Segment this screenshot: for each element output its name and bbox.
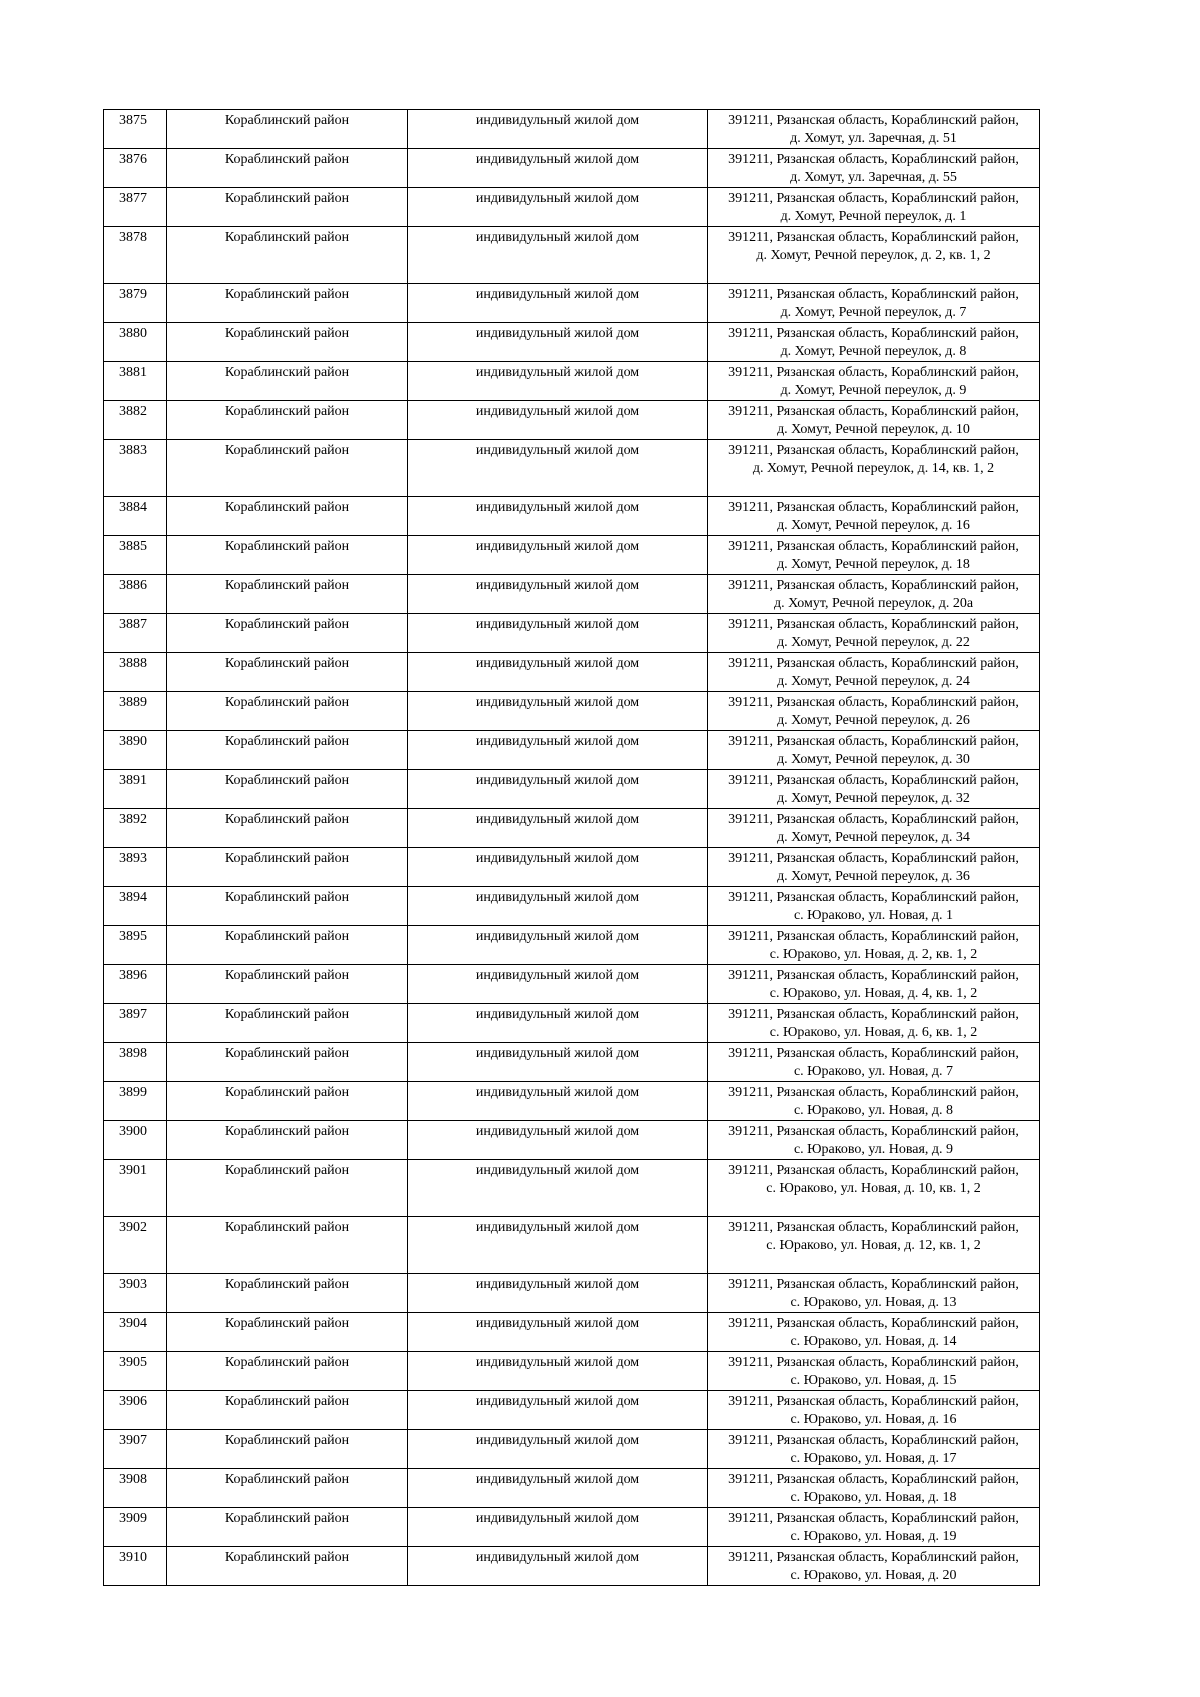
table-row — [104, 1313, 1040, 1352]
building-type-cell: индивидульный жилой дом — [408, 1217, 708, 1274]
address-line-2: д. Хомут, Речной переулок, д. 10 — [777, 422, 970, 437]
table-row — [104, 614, 1040, 653]
district-cell: Кораблинский район — [167, 1121, 408, 1160]
address-line-1: 391211, Рязанская область, Кораблинский район, — [728, 326, 1019, 341]
table-body — [104, 110, 1040, 1586]
address-cell — [708, 284, 1040, 323]
row-number: 3894 — [104, 887, 167, 926]
row-number: 3886 — [104, 575, 167, 614]
address-line-2: с. Юраково, ул. Новая, д. 6, кв. 1, 2 — [769, 1025, 978, 1040]
table-row — [104, 497, 1040, 536]
district-cell: Кораблинский район — [167, 1430, 408, 1469]
address-cell — [708, 770, 1040, 809]
district-cell: Кораблинский район — [167, 188, 408, 227]
table-row — [104, 188, 1040, 227]
district-cell: Кораблинский район — [167, 536, 408, 575]
address-cell — [708, 1313, 1040, 1352]
building-type-cell: индивидульный жилой дом — [408, 1004, 708, 1043]
address-cell — [708, 149, 1040, 188]
address-line-1: 391211, Рязанская область, Кораблинский район, — [728, 152, 1019, 167]
address-cell — [708, 809, 1040, 848]
address-cell — [708, 1469, 1040, 1508]
address-cell — [708, 1043, 1040, 1082]
address-cell — [708, 1547, 1040, 1586]
address-cell — [708, 965, 1040, 1004]
building-type-cell: индивидульный жилой дом — [408, 536, 708, 575]
address-line-1: 391211, Рязанская область, Кораблинский район, — [728, 1472, 1019, 1487]
building-type-cell: индивидульный жилой дом — [408, 1274, 708, 1313]
building-type-cell: индивидульный жилой дом — [408, 110, 708, 149]
row-number: 3906 — [104, 1391, 167, 1430]
building-type-cell: индивидульный жилой дом — [408, 1043, 708, 1082]
address-cell — [708, 110, 1040, 149]
address-line-1: 391211, Рязанская область, Кораблинский район, — [728, 734, 1019, 749]
address-line-1: 391211, Рязанская область, Кораблинский район, — [728, 1511, 1019, 1526]
address-line-2: д. Хомут, Речной переулок, д. 16 — [777, 518, 970, 533]
row-number: 3884 — [104, 497, 167, 536]
table-row — [104, 653, 1040, 692]
address-line-2: д. Хомут, Речной переулок, д. 22 — [777, 635, 970, 650]
building-type-cell: индивидульный жилой дом — [408, 1160, 708, 1217]
row-number: 3899 — [104, 1082, 167, 1121]
district-cell: Кораблинский район — [167, 1217, 408, 1274]
address-cell — [708, 692, 1040, 731]
row-number: 3879 — [104, 284, 167, 323]
district-cell: Кораблинский район — [167, 1313, 408, 1352]
district-cell: Кораблинский район — [167, 1004, 408, 1043]
table-row — [104, 848, 1040, 887]
district-cell: Кораблинский район — [167, 1043, 408, 1082]
district-cell: Кораблинский район — [167, 770, 408, 809]
address-line-1: 391211, Рязанская область, Кораблинский район, — [728, 365, 1019, 380]
address-line-2: д. Хомут, Речной переулок, д. 18 — [777, 557, 970, 572]
address-line-1: 391211, Рязанская область, Кораблинский район, — [728, 230, 1019, 245]
table-row — [104, 323, 1040, 362]
building-type-cell: индивидульный жилой дом — [408, 848, 708, 887]
district-cell: Кораблинский район — [167, 323, 408, 362]
address-cell — [708, 401, 1040, 440]
table-row — [104, 1082, 1040, 1121]
address-line-1: 391211, Рязанская область, Кораблинский район, — [728, 1046, 1019, 1061]
table-row — [104, 926, 1040, 965]
address-line-1: 391211, Рязанская область, Кораблинский район, — [728, 1124, 1019, 1139]
table-row — [104, 440, 1040, 497]
address-cell — [708, 1508, 1040, 1547]
row-number: 3898 — [104, 1043, 167, 1082]
district-cell: Кораблинский район — [167, 440, 408, 497]
building-type-cell: индивидульный жилой дом — [408, 1508, 708, 1547]
address-cell — [708, 1004, 1040, 1043]
address-line-1: 391211, Рязанская область, Кораблинский район, — [728, 773, 1019, 788]
address-line-2: с. Юраково, ул. Новая, д. 17 — [790, 1451, 957, 1466]
table-row — [104, 1469, 1040, 1508]
building-type-cell: индивидульный жилой дом — [408, 575, 708, 614]
address-line-2: с. Юраково, ул. Новая, д. 8 — [793, 1103, 954, 1118]
building-type-cell: индивидульный жилой дом — [408, 1121, 708, 1160]
table-row — [104, 1121, 1040, 1160]
address-cell — [708, 848, 1040, 887]
table-row — [104, 1352, 1040, 1391]
address-line-1: 391211, Рязанская область, Кораблинский район, — [728, 1277, 1019, 1292]
building-type-cell: индивидульный жилой дом — [408, 440, 708, 497]
building-type-cell: индивидульный жилой дом — [408, 653, 708, 692]
address-line-1: 391211, Рязанская область, Кораблинский район, — [728, 191, 1019, 206]
row-number: 3885 — [104, 536, 167, 575]
address-cell — [708, 926, 1040, 965]
district-cell: Кораблинский район — [167, 731, 408, 770]
table-row — [104, 1160, 1040, 1217]
district-cell: Кораблинский район — [167, 227, 408, 284]
address-line-1: 391211, Рязанская область, Кораблинский район, — [728, 929, 1019, 944]
address-line-2: с. Юраково, ул. Новая, д. 20 — [790, 1568, 957, 1583]
address-line-2: с. Юраково, ул. Новая, д. 13 — [790, 1295, 957, 1310]
address-line-2: д. Хомут, ул. Заречная, д. 51 — [790, 131, 957, 146]
address-line-2: д. Хомут, Речной переулок, д. 34 — [777, 830, 970, 845]
table-row — [104, 1004, 1040, 1043]
building-type-cell: индивидульный жилой дом — [408, 284, 708, 323]
address-line-2: с. Юраково, ул. Новая, д. 10, кв. 1, 2 — [766, 1181, 981, 1196]
row-number: 3888 — [104, 653, 167, 692]
address-line-1: 391211, Рязанская область, Кораблинский район, — [728, 1085, 1019, 1100]
address-line-2: с. Юраково, ул. Новая, д. 2, кв. 1, 2 — [769, 947, 978, 962]
building-type-cell: индивидульный жилой дом — [408, 1391, 708, 1430]
address-cell — [708, 188, 1040, 227]
district-cell: Кораблинский район — [167, 575, 408, 614]
table-row — [104, 1391, 1040, 1430]
row-number: 3892 — [104, 809, 167, 848]
address-cell — [708, 614, 1040, 653]
table-row — [104, 110, 1040, 149]
row-number: 3896 — [104, 965, 167, 1004]
building-type-cell: индивидульный жилой дом — [408, 149, 708, 188]
building-type-cell: индивидульный жилой дом — [408, 692, 708, 731]
table-row — [104, 1217, 1040, 1274]
district-cell: Кораблинский район — [167, 401, 408, 440]
row-number: 3904 — [104, 1313, 167, 1352]
table-row — [104, 809, 1040, 848]
address-cell — [708, 1121, 1040, 1160]
building-type-cell: индивидульный жилой дом — [408, 1082, 708, 1121]
row-number: 3890 — [104, 731, 167, 770]
building-type-cell: индивидульный жилой дом — [408, 188, 708, 227]
address-cell — [708, 575, 1040, 614]
district-cell: Кораблинский район — [167, 809, 408, 848]
building-type-cell: индивидульный жилой дом — [408, 1547, 708, 1586]
address-line-1: 391211, Рязанская область, Кораблинский район, — [728, 695, 1019, 710]
table-row — [104, 1547, 1040, 1586]
table-row — [104, 770, 1040, 809]
row-number: 3902 — [104, 1217, 167, 1274]
address-line-2: с. Юраково, ул. Новая, д. 16 — [790, 1412, 957, 1427]
building-type-cell: индивидульный жилой дом — [408, 1430, 708, 1469]
district-cell: Кораблинский район — [167, 362, 408, 401]
address-line-2: д. Хомут, Речной переулок, д. 9 — [780, 383, 967, 398]
district-cell: Кораблинский район — [167, 614, 408, 653]
building-type-cell: индивидульный жилой дом — [408, 809, 708, 848]
address-line-2: д. Хомут, Речной переулок, д. 8 — [780, 344, 967, 359]
address-line-2: д. Хомут, Речной переулок, д. 1 — [780, 209, 967, 224]
address-line-2: с. Юраково, ул. Новая, д. 15 — [790, 1373, 957, 1388]
address-cell — [708, 362, 1040, 401]
row-number: 3877 — [104, 188, 167, 227]
address-line-1: 391211, Рязанская область, Кораблинский район, — [728, 1550, 1019, 1565]
address-line-2: д. Хомут, ул. Заречная, д. 55 — [790, 170, 957, 185]
building-type-cell: индивидульный жилой дом — [408, 770, 708, 809]
row-number: 3908 — [104, 1469, 167, 1508]
row-number: 3907 — [104, 1430, 167, 1469]
building-type-cell: индивидульный жилой дом — [408, 1352, 708, 1391]
address-line-2: д. Хомут, Речной переулок, д. 32 — [777, 791, 970, 806]
address-line-2: с. Юраково, ул. Новая, д. 9 — [793, 1142, 954, 1157]
address-line-1: 391211, Рязанская область, Кораблинский район, — [728, 968, 1019, 983]
building-type-cell: индивидульный жилой дом — [408, 614, 708, 653]
address-cell — [708, 1391, 1040, 1430]
row-number: 3909 — [104, 1508, 167, 1547]
address-cell — [708, 1217, 1040, 1274]
buildings-table — [103, 109, 1040, 1586]
address-line-2: д. Хомут, Речной переулок, д. 26 — [777, 713, 970, 728]
district-cell: Кораблинский район — [167, 1352, 408, 1391]
table-row — [104, 149, 1040, 188]
address-line-2: с. Юраково, ул. Новая, д. 12, кв. 1, 2 — [766, 1238, 981, 1253]
row-number: 3889 — [104, 692, 167, 731]
row-number: 3891 — [104, 770, 167, 809]
row-number: 3905 — [104, 1352, 167, 1391]
row-number: 3875 — [104, 110, 167, 149]
address-line-1: 391211, Рязанская область, Кораблинский район, — [728, 1316, 1019, 1331]
address-line-1: 391211, Рязанская область, Кораблинский район, — [728, 1355, 1019, 1370]
address-cell — [708, 536, 1040, 575]
address-line-2: д. Хомут, Речной переулок, д. 7 — [780, 305, 967, 320]
row-number: 3900 — [104, 1121, 167, 1160]
table-row — [104, 284, 1040, 323]
building-type-cell: индивидульный жилой дом — [408, 1313, 708, 1352]
district-cell: Кораблинский район — [167, 887, 408, 926]
address-line-1: 391211, Рязанская область, Кораблинский район, — [728, 113, 1019, 128]
row-number: 3895 — [104, 926, 167, 965]
address-line-2: с. Юраково, ул. Новая, д. 7 — [793, 1064, 954, 1079]
address-line-2: д. Хомут, Речной переулок, д. 36 — [777, 869, 970, 884]
address-line-1: 391211, Рязанская область, Кораблинский район, — [728, 443, 1019, 458]
building-type-cell: индивидульный жилой дом — [408, 965, 708, 1004]
address-line-1: 391211, Рязанская область, Кораблинский район, — [728, 404, 1019, 419]
address-line-2: с. Юраково, ул. Новая, д. 19 — [790, 1529, 957, 1544]
district-cell: Кораблинский район — [167, 1547, 408, 1586]
building-type-cell: индивидульный жилой дом — [408, 323, 708, 362]
address-cell — [708, 653, 1040, 692]
address-cell — [708, 731, 1040, 770]
table-row — [104, 362, 1040, 401]
table-row — [104, 692, 1040, 731]
address-line-1: 391211, Рязанская область, Кораблинский район, — [728, 287, 1019, 302]
table-row — [104, 536, 1040, 575]
table-row — [104, 1430, 1040, 1469]
district-cell: Кораблинский район — [167, 1160, 408, 1217]
row-number: 3880 — [104, 323, 167, 362]
district-cell: Кораблинский район — [167, 965, 408, 1004]
building-type-cell: индивидульный жилой дом — [408, 1469, 708, 1508]
table-row — [104, 401, 1040, 440]
address-line-1: 391211, Рязанская область, Кораблинский район, — [728, 851, 1019, 866]
table-row — [104, 1508, 1040, 1547]
address-line-1: 391211, Рязанская область, Кораблинский район, — [728, 1220, 1019, 1235]
address-line-1: 391211, Рязанская область, Кораблинский район, — [728, 1433, 1019, 1448]
address-cell — [708, 1160, 1040, 1217]
district-cell: Кораблинский район — [167, 110, 408, 149]
row-number: 3887 — [104, 614, 167, 653]
building-type-cell: индивидульный жилой дом — [408, 227, 708, 284]
address-line-1: 391211, Рязанская область, Кораблинский район, — [728, 500, 1019, 515]
district-cell: Кораблинский район — [167, 1391, 408, 1430]
row-number: 3903 — [104, 1274, 167, 1313]
building-type-cell: индивидульный жилой дом — [408, 497, 708, 536]
address-line-1: 391211, Рязанская область, Кораблинский район, — [728, 1007, 1019, 1022]
address-cell — [708, 1352, 1040, 1391]
table-row — [104, 965, 1040, 1004]
address-cell — [708, 1430, 1040, 1469]
address-cell — [708, 440, 1040, 497]
building-type-cell: индивидульный жилой дом — [408, 731, 708, 770]
row-number: 3883 — [104, 440, 167, 497]
building-type-cell: индивидульный жилой дом — [408, 926, 708, 965]
address-line-1: 391211, Рязанская область, Кораблинский район, — [728, 578, 1019, 593]
row-number: 3901 — [104, 1160, 167, 1217]
address-cell — [708, 887, 1040, 926]
address-line-1: 391211, Рязанская область, Кораблинский район, — [728, 617, 1019, 632]
district-cell: Кораблинский район — [167, 284, 408, 323]
address-line-1: 391211, Рязанская область, Кораблинский район, — [728, 1394, 1019, 1409]
address-line-2: д. Хомут, Речной переулок, д. 30 — [777, 752, 970, 767]
address-line-2: с. Юраково, ул. Новая, д. 18 — [790, 1490, 957, 1505]
address-line-1: 391211, Рязанская область, Кораблинский район, — [728, 539, 1019, 554]
address-line-1: 391211, Рязанская область, Кораблинский район, — [728, 890, 1019, 905]
table-row — [104, 731, 1040, 770]
district-cell: Кораблинский район — [167, 926, 408, 965]
row-number: 3893 — [104, 848, 167, 887]
district-cell: Кораблинский район — [167, 1274, 408, 1313]
district-cell: Кораблинский район — [167, 1082, 408, 1121]
address-line-2: д. Хомут, Речной переулок, д. 20а — [773, 596, 974, 611]
row-number: 3881 — [104, 362, 167, 401]
address-cell — [708, 1082, 1040, 1121]
address-cell — [708, 227, 1040, 284]
building-type-cell: индивидульный жилой дом — [408, 401, 708, 440]
address-line-2: д. Хомут, Речной переулок, д. 24 — [777, 674, 970, 689]
address-line-1: 391211, Рязанская область, Кораблинский район, — [728, 1163, 1019, 1178]
row-number: 3878 — [104, 227, 167, 284]
table-row — [104, 887, 1040, 926]
district-cell: Кораблинский район — [167, 1469, 408, 1508]
district-cell: Кораблинский район — [167, 149, 408, 188]
table-row — [104, 1043, 1040, 1082]
district-cell: Кораблинский район — [167, 1508, 408, 1547]
address-line-2: с. Юраково, ул. Новая, д. 14 — [790, 1334, 957, 1349]
table-row — [104, 575, 1040, 614]
address-cell — [708, 323, 1040, 362]
district-cell: Кораблинский район — [167, 653, 408, 692]
row-number: 3882 — [104, 401, 167, 440]
address-line-2: д. Хомут, Речной переулок, д. 2, кв. 1, 2 — [756, 248, 991, 263]
table-row — [104, 227, 1040, 284]
address-line-2: с. Юраково, ул. Новая, д. 4, кв. 1, 2 — [769, 986, 978, 1001]
row-number: 3910 — [104, 1547, 167, 1586]
address-line-2: с. Юраково, ул. Новая, д. 1 — [793, 908, 954, 923]
address-line-2: д. Хомут, Речной переулок, д. 14, кв. 1, 2 — [752, 461, 995, 476]
table-row — [104, 1274, 1040, 1313]
building-type-cell: индивидульный жилой дом — [408, 362, 708, 401]
building-type-cell: индивидульный жилой дом — [408, 887, 708, 926]
address-line-1: 391211, Рязанская область, Кораблинский район, — [728, 656, 1019, 671]
row-number: 3876 — [104, 149, 167, 188]
address-line-1: 391211, Рязанская область, Кораблинский район, — [728, 812, 1019, 827]
address-cell — [708, 1274, 1040, 1313]
document-page — [103, 109, 1027, 1586]
district-cell: Кораблинский район — [167, 497, 408, 536]
row-number: 3897 — [104, 1004, 167, 1043]
district-cell: Кораблинский район — [167, 848, 408, 887]
district-cell: Кораблинский район — [167, 692, 408, 731]
address-cell — [708, 497, 1040, 536]
